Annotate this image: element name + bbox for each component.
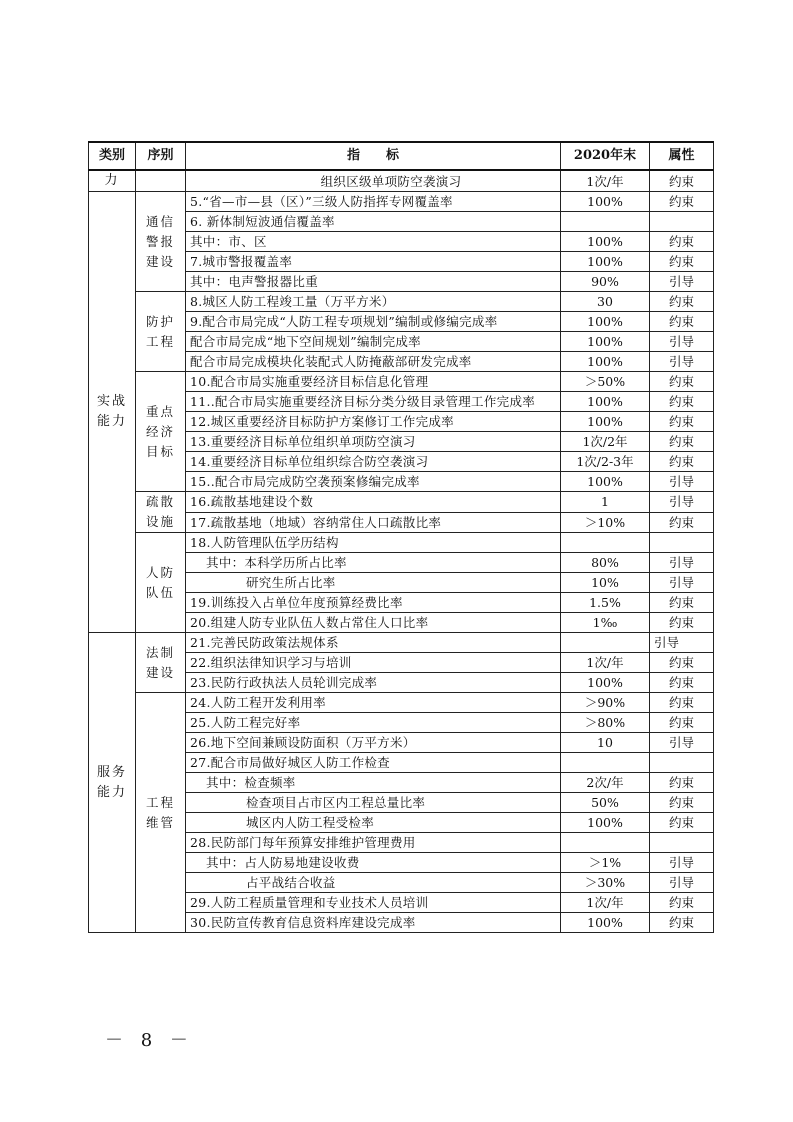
indicator-cell: 6. 新体制短波通信覆盖率: [186, 212, 561, 232]
attr-cell: [650, 833, 714, 853]
page-number: － 8 －: [105, 1030, 194, 1051]
indicator-cell: 9.配合市局完成“人防工程专项规划”编制或修编完成率: [186, 312, 561, 332]
attr-cell: 约束: [650, 813, 714, 833]
attr-cell: 约束: [650, 170, 714, 192]
table-row: [89, 693, 714, 713]
attr-cell: 引导: [650, 553, 714, 573]
indicator-cell: 14.重要经济目标单位组织综合防空袭演习: [186, 452, 561, 472]
attr-cell: [650, 212, 714, 232]
value-cell: 100%: [561, 813, 650, 833]
indicator-cell: 23.民防行政执法人员轮训完成率: [186, 673, 561, 693]
value-cell: 1次/2-3年: [561, 452, 650, 472]
indicator-cell: 组织区级单项防空袭演习: [186, 170, 561, 192]
subgroup-cell: 重点经济目标: [136, 372, 186, 492]
attr-cell: 约束: [650, 713, 714, 733]
subgroup-cell: [136, 170, 186, 192]
value-cell: 50%: [561, 793, 650, 813]
header-category: 类别: [89, 142, 136, 170]
attr-cell: 约束: [650, 773, 714, 793]
indicator-cell: 30.民防宣传教育信息资料库建设完成率: [186, 913, 561, 933]
indicator-cell: 12.城区重要经济目标防护方案修订工作完成率: [186, 412, 561, 432]
value-cell: [561, 753, 650, 773]
indicator-cell: 19.训练投入占单位年度预算经费比率: [186, 593, 561, 613]
indicator-cell: 21.完善民防政策法规体系: [186, 633, 561, 653]
value-cell: 100%: [561, 412, 650, 432]
value-cell: 1‰: [561, 613, 650, 633]
value-cell: ＞80%: [561, 713, 650, 733]
value-cell: 1次/年: [561, 893, 650, 913]
value-cell: ＞30%: [561, 873, 650, 893]
table-row: [89, 633, 714, 653]
attr-cell: 引导: [650, 472, 714, 492]
attr-cell: 约束: [650, 512, 714, 533]
value-cell: [561, 633, 650, 653]
attr-cell: 约束: [650, 913, 714, 933]
attr-cell: 引导: [650, 352, 714, 372]
indicator-cell: 16.疏散基地建设个数: [186, 492, 561, 513]
subgroup-cell: 人防队伍: [136, 533, 186, 633]
indicator-cell: 15..配合市局完成防空袭预案修编完成率: [186, 472, 561, 492]
attr-cell: 引导: [650, 733, 714, 753]
header-attr: 属性: [650, 142, 714, 170]
attr-cell: 约束: [650, 893, 714, 913]
attr-cell: 约束: [650, 432, 714, 452]
indicator-cell: 配合市局完成模块化装配式人防掩蔽部研发完成率: [186, 352, 561, 372]
table-header-row: [89, 142, 714, 170]
table-row: [89, 192, 714, 212]
header-year: 2020年末: [561, 142, 650, 170]
attr-cell: 约束: [650, 192, 714, 212]
value-cell: 1: [561, 492, 650, 513]
attr-cell: 引导: [650, 272, 714, 292]
attr-cell: [650, 533, 714, 553]
indicator-cell: 城区内人防工程受检率: [186, 813, 561, 833]
table-row: [89, 170, 714, 192]
indicator-cell: 研究生所占比率: [186, 573, 561, 593]
attr-cell: 引导: [650, 492, 714, 513]
indicator-cell: 10.配合市局实施重要经济目标信息化管理: [186, 372, 561, 392]
attr-cell: 约束: [650, 392, 714, 412]
attr-cell: 约束: [650, 312, 714, 332]
attr-cell: 约束: [650, 613, 714, 633]
value-cell: ＞1%: [561, 853, 650, 873]
subgroup-cell: 工程维管: [136, 693, 186, 933]
value-cell: 100%: [561, 252, 650, 272]
value-cell: [561, 533, 650, 553]
category-cell: 服务能力: [89, 633, 136, 933]
attr-cell: 引导: [650, 873, 714, 893]
value-cell: 1次/年: [561, 653, 650, 673]
attr-cell: 约束: [650, 653, 714, 673]
value-cell: [561, 212, 650, 232]
indicator-cell: 其中：电声警报器比重: [186, 272, 561, 292]
attr-cell: 约束: [650, 252, 714, 272]
attr-cell: 约束: [650, 593, 714, 613]
indicator-cell: 检查项目占市区内工程总量比率: [186, 793, 561, 813]
attr-cell: 约束: [650, 292, 714, 312]
indicator-cell: 26.地下空间兼顾设防面积（万平方米）: [186, 733, 561, 753]
indicator-cell: 11..配合市局实施重要经济目标分类分级目录管理工作完成率: [186, 392, 561, 412]
attr-cell: [650, 753, 714, 773]
indicator-cell: 18.人防管理队伍学历结构: [186, 533, 561, 553]
value-cell: ＞50%: [561, 372, 650, 392]
value-cell: 100%: [561, 352, 650, 372]
indicator-cell: 7.城市警报覆盖率: [186, 252, 561, 272]
table-row: [89, 492, 714, 513]
value-cell: 10%: [561, 573, 650, 593]
indicator-cell: 24.人防工程开发利用率: [186, 693, 561, 713]
indicator-cell: 28.民防部门每年预算安排维护管理费用: [186, 833, 561, 853]
attr-cell: 约束: [650, 232, 714, 252]
attr-cell: 约束: [650, 693, 714, 713]
indicator-cell: 其中：本科学历所占比率: [186, 553, 561, 573]
attr-cell: 约束: [650, 372, 714, 392]
value-cell: 90%: [561, 272, 650, 292]
table-row: [89, 292, 714, 312]
indicator-cell: 29.人防工程质量管理和专业技术人员培训: [186, 893, 561, 913]
indicator-cell: 5.“省—市—县（区）”三级人防指挥专网覆盖率: [186, 192, 561, 212]
value-cell: 80%: [561, 553, 650, 573]
value-cell: 30: [561, 292, 650, 312]
value-cell: 100%: [561, 232, 650, 252]
indicator-cell: 27.配合市局做好城区人防工作检查: [186, 753, 561, 773]
value-cell: 1.5%: [561, 593, 650, 613]
value-cell: [561, 833, 650, 853]
attr-cell: 引导: [650, 332, 714, 352]
header-seq: 序别: [136, 142, 186, 170]
value-cell: ＞10%: [561, 512, 650, 533]
indicator-cell: 20.组建人防专业队伍人数占常住人口比率: [186, 613, 561, 633]
value-cell: 1次/2年: [561, 432, 650, 452]
value-cell: ＞90%: [561, 693, 650, 713]
subgroup-cell: 通信警报建设: [136, 192, 186, 292]
value-cell: 100%: [561, 192, 650, 212]
value-cell: 10: [561, 733, 650, 753]
attr-cell: 引导: [650, 633, 714, 653]
header-indicator: 指 标: [186, 142, 561, 170]
attr-cell: 约束: [650, 673, 714, 693]
indicator-cell: 配合市局完成“地下空间规划”编制完成率: [186, 332, 561, 352]
value-cell: 1次/年: [561, 170, 650, 192]
value-cell: 100%: [561, 913, 650, 933]
indicator-cell: 25.人防工程完好率: [186, 713, 561, 733]
indicator-cell: 8.城区人防工程竣工量（万平方米）: [186, 292, 561, 312]
indicator-cell: 占平战结合收益: [186, 873, 561, 893]
indicator-cell: 其中：市、区: [186, 232, 561, 252]
value-cell: 100%: [561, 673, 650, 693]
category-cell: 力: [89, 170, 136, 192]
indicator-cell: 其中：检查频率: [186, 773, 561, 793]
subgroup-cell: 防护工程: [136, 292, 186, 372]
indicator-cell: 13.重要经济目标单位组织单项防空演习: [186, 432, 561, 452]
category-cell: 实战能力: [89, 192, 136, 633]
value-cell: 100%: [561, 472, 650, 492]
attr-cell: 引导: [650, 853, 714, 873]
value-cell: 100%: [561, 392, 650, 412]
subgroup-cell: 法制建设: [136, 633, 186, 693]
attr-cell: 约束: [650, 793, 714, 813]
subgroup-cell: 疏散设施: [136, 492, 186, 533]
attr-cell: 约束: [650, 412, 714, 432]
indicator-cell: 其中：占人防易地建设收费: [186, 853, 561, 873]
table-row: [89, 372, 714, 392]
indicator-cell: 17.疏散基地（地域）容纳常住人口疏散比率: [186, 512, 561, 533]
table-row: [89, 533, 714, 553]
attr-cell: 引导: [650, 573, 714, 593]
value-cell: 100%: [561, 332, 650, 352]
value-cell: 100%: [561, 312, 650, 332]
indicator-cell: 22.组织法律知识学习与培训: [186, 653, 561, 673]
indicator-table: [88, 141, 714, 933]
attr-cell: 约束: [650, 452, 714, 472]
value-cell: 2次/年: [561, 773, 650, 793]
